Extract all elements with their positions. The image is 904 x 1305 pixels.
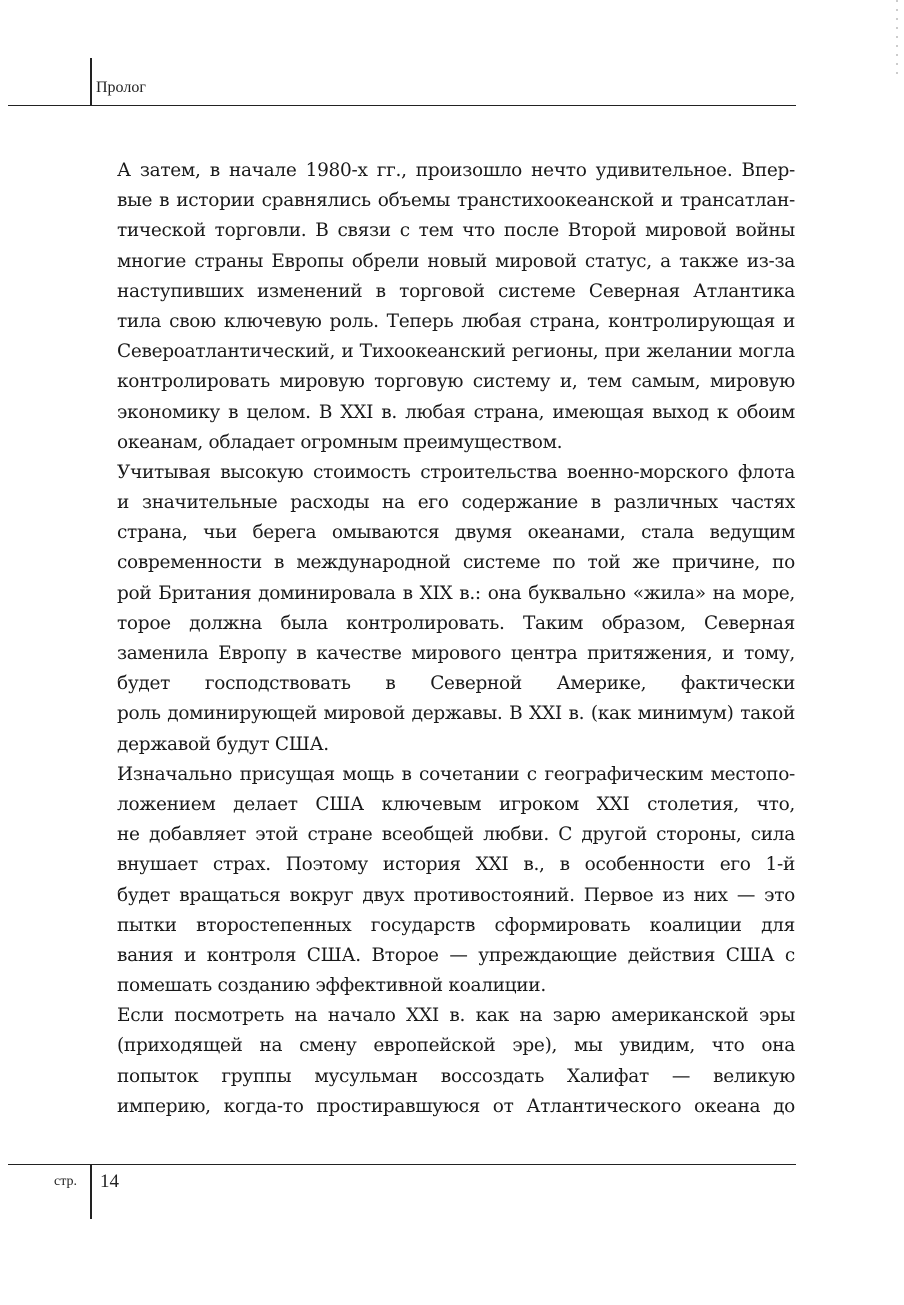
- paragraph-line: многие страны Европы обрели новый мировой статус, а также из-за: [117, 250, 795, 272]
- paragraph-line: будет вращаться вокруг двух противостояний. Первое из них — это: [117, 884, 795, 906]
- header-horizontal-rule: [8, 105, 796, 106]
- paragraph-line: (приходящей на смену европейской эре), мы увидим, что она: [117, 1035, 795, 1057]
- page-label: стр.: [54, 1174, 78, 1189]
- paragraph-line: ложением делает США ключевым игроком XXI столетия, что,: [117, 793, 795, 815]
- paragraph-line: Учитывая высокую стоимость строительства военно-морского флота: [117, 461, 795, 483]
- paragraph-3: [117, 760, 795, 1002]
- paragraph-line: современности в международной системе по той же причине, по: [117, 552, 795, 574]
- paragraph-line: и значительные расходы на его содержание в различных частях: [117, 492, 795, 514]
- paragraph-1: [117, 156, 795, 458]
- footer-horizontal-rule: [8, 1164, 796, 1165]
- paragraph-line: вые в истории сравнялись объемы транстихоокеанской и трансатлан-: [117, 190, 795, 212]
- header-vertical-rule: [90, 58, 92, 106]
- paragraph-line: страна, чьи берега омываются двумя океанами, стала ведущим: [117, 522, 795, 544]
- paragraph-line: тила свою ключевую роль. Теперь любая страна, контролирующая и: [117, 310, 795, 332]
- paragraph-line: роль доминирующей мировой державы. В XXI в. (как минимум) такой: [117, 703, 795, 725]
- paragraph-line: океанам, обладает огромным преимуществом.: [117, 431, 563, 453]
- paragraph-line: Если посмотреть на начало XXI в. как на зарю американской эры: [117, 1005, 795, 1027]
- paragraph-line: помешать созданию эффективной коалиции.: [117, 975, 546, 997]
- paragraph-line: экономику в целом. В XXI в. любая страна, имеющая выход к обоим: [117, 401, 795, 423]
- paragraph-line: попыток группы мусульман воссоздать Халифат — великую: [117, 1065, 795, 1087]
- paragraph-line: Изначально присущая мощь в сочетании с географическим местопо-: [117, 763, 795, 785]
- paragraph-line: торое должна была контролировать. Таким образом, Северная: [117, 612, 795, 634]
- paragraph-line: будет господствовать в Северной Америке, фактически: [117, 673, 795, 695]
- paragraph-line: империю, когда-то простиравшуюся от Атлантического океана до: [117, 1095, 795, 1117]
- paragraph-line: тической торговли. В связи с тем что после Второй мировой войны: [117, 220, 795, 242]
- paragraph-line: державой будут США.: [117, 733, 329, 755]
- paragraph-line: Североатлантический, и Тихоокеанский регионы, при желании могла: [117, 341, 795, 363]
- paragraph-line: наступивших изменений в торговой системе Северная Атлантика: [117, 280, 795, 302]
- paragraph-line: не добавляет этой стране всеобщей любви. С другой стороны, сила: [117, 824, 795, 846]
- paragraph-line: контролировать мировую торговую систему и, тем самым, мировую: [117, 371, 795, 393]
- paragraph-line: заменила Европу в качестве мирового центра притяжения, и тому,: [117, 643, 795, 664]
- paragraph-line: А затем, в начале 1980-х гг., произошло нечто удивительное. Впер-: [117, 160, 795, 181]
- paragraph-line: рой Британия доминировала в XIX в.: она буквально «жила» на море,: [117, 582, 795, 604]
- paragraph-line: внушает страх. Поэтому история XXI в., в особенности его 1-й: [117, 854, 795, 876]
- footer-vertical-rule: [90, 1164, 92, 1219]
- page-number: 14: [100, 1171, 119, 1192]
- paragraph-line: вания и контроля США. Второе — упреждающие действия США с: [117, 944, 795, 966]
- paragraph-line: пытки второстепенных государств сформировать коалиции для: [117, 914, 795, 936]
- paragraph-2: [117, 458, 795, 760]
- running-header-title: Пролог: [96, 79, 146, 96]
- paragraph-4: [117, 1001, 795, 1122]
- margin-marks: [896, 0, 898, 80]
- page-body: [117, 156, 795, 1122]
